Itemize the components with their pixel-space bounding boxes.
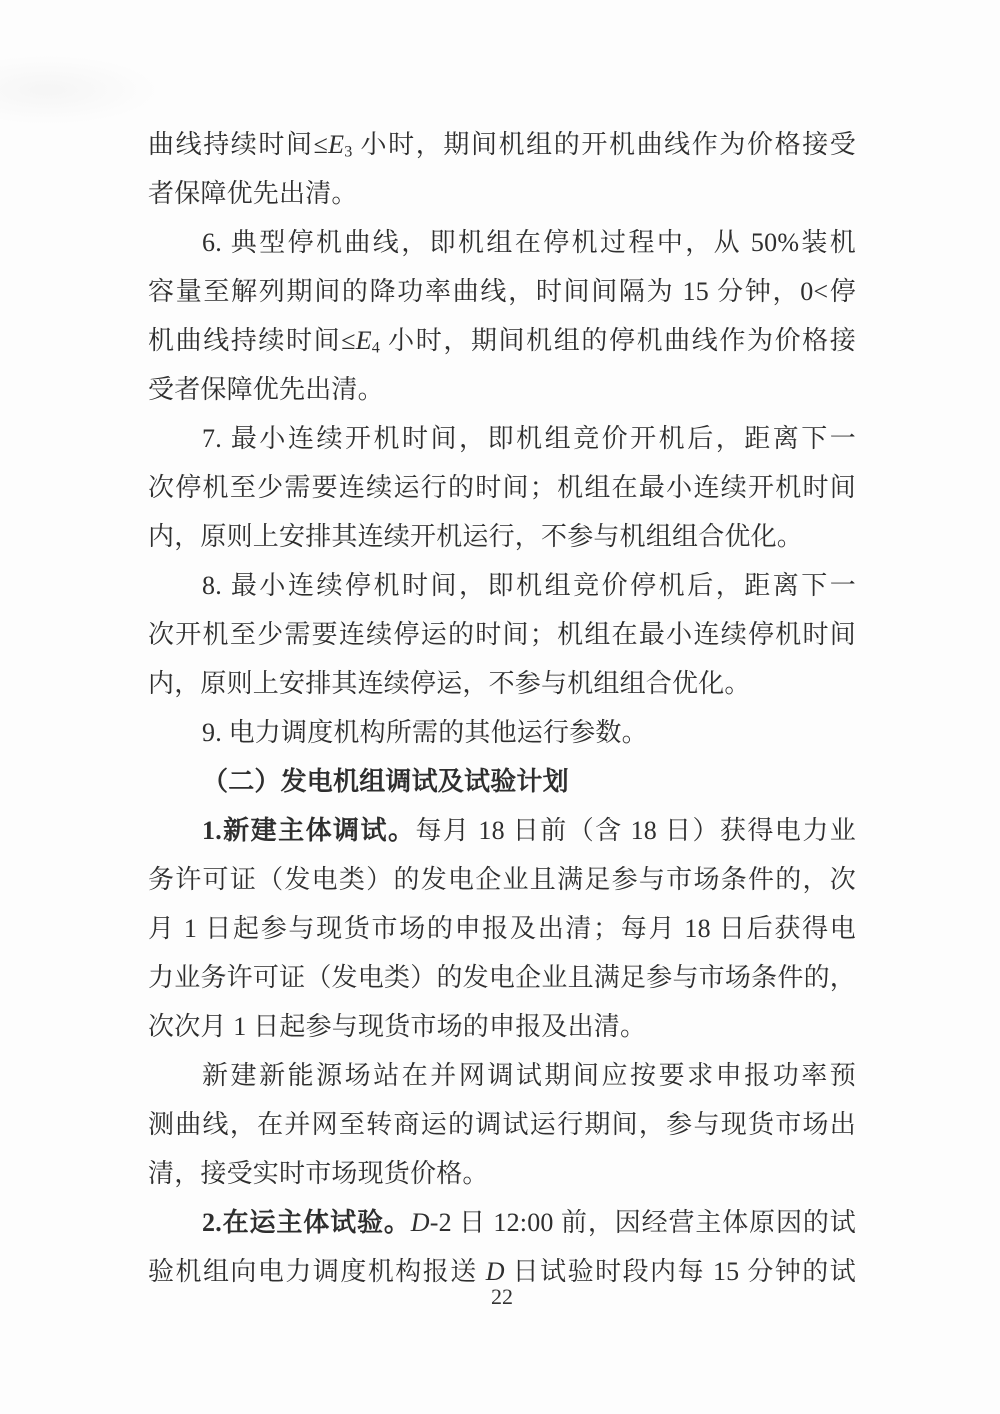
text-run: 3	[344, 143, 353, 161]
text-line	[148, 316, 856, 365]
text-run: 验机组向电力调度机构报送	[148, 1257, 486, 1286]
text-run: 7. 最小连续开机时间，即机组竞价开机后，距离下一	[202, 424, 856, 453]
text-line	[148, 414, 856, 463]
text-run: 务许可证（发电类）的发电企业且满足参与市场条件的，次	[148, 865, 856, 894]
text-run: 受者保障优先出清。	[148, 375, 384, 404]
text-line	[148, 708, 856, 757]
text-run: D	[410, 1208, 430, 1237]
scan-artifact	[0, 55, 160, 125]
text-line	[148, 610, 856, 659]
text-run: 8. 最小连续停机时间，即机组竞价停机后，距离下一	[202, 571, 856, 600]
text-run: 内，原则上安排其连续开机运行，不参与机组组合优化。	[148, 522, 804, 551]
text-line	[148, 169, 856, 218]
text-line	[148, 855, 856, 904]
text-line	[148, 1051, 856, 1100]
text-line	[148, 1100, 856, 1149]
text-run: 6. 典型停机曲线，即机组在停机过程中，从 50%装机	[202, 228, 856, 257]
text-run: 新建新能源场站在并网调试期间应按要求申报功率预	[202, 1061, 856, 1090]
text-run: 9. 电力调度机构所需的其他运行参数。	[202, 718, 648, 747]
text-line	[148, 806, 856, 855]
text-run: D	[485, 1257, 505, 1286]
text-line	[148, 512, 856, 561]
text-line	[148, 659, 856, 708]
text-run: 小时，期间机组的开机曲线作为价格接受	[352, 130, 856, 159]
text-line	[148, 1149, 856, 1198]
text-run: 1.新建主体调试。	[202, 816, 416, 845]
text-line	[148, 561, 856, 610]
text-line	[148, 218, 856, 267]
text-line	[148, 904, 856, 953]
text-line	[148, 365, 856, 414]
text-run: 次次月 1 日起参与现货市场的申报及出清。	[148, 1012, 647, 1041]
document-body	[148, 120, 856, 1296]
text-line	[148, 953, 856, 1002]
text-line	[148, 267, 856, 316]
text-run: 每月 18 日前（含 18 日）获得电力业	[415, 816, 856, 845]
text-run: 者保障优先出清。	[148, 179, 358, 208]
text-run: 内，原则上安排其连续停运，不参与机组组合优化。	[148, 669, 751, 698]
text-run: 测曲线，在并网至转商运的调试运行期间，参与现货市场出	[148, 1110, 856, 1139]
text-run: 2.在运主体试验。	[202, 1208, 411, 1237]
text-run: E	[355, 326, 372, 355]
text-run: 清，接受实时市场现货价格。	[148, 1159, 489, 1188]
text-run: E	[328, 130, 345, 159]
text-run: 力业务许可证（发电类）的发电企业且满足参与市场条件的，	[148, 963, 856, 992]
text-line	[148, 757, 856, 806]
text-run: 容量至解列期间的降功率曲线，时间间隔为 15 分钟，0<停	[148, 277, 856, 306]
text-run: -2 日 12:00 前，因经营主体原因的试	[429, 1208, 856, 1237]
text-line	[148, 1002, 856, 1051]
text-run: 次开机至少需要连续停运的时间；机组在最小连续停机时间	[148, 620, 856, 649]
text-run: 曲线持续时间≤	[148, 130, 329, 159]
text-run: 月 1 日起参与现货市场的申报及出清；每月 18 日后获得电	[148, 914, 856, 943]
text-run: 小时，期间机组的停机曲线作为价格接	[380, 326, 856, 355]
page-number: 22	[491, 1284, 513, 1309]
text-run: 日试验时段内每 15 分钟的试	[504, 1257, 856, 1286]
text-run: （二）发电机组调试及试验计划	[202, 767, 569, 796]
text-line	[148, 1198, 856, 1247]
text-run: 机曲线持续时间≤	[148, 326, 356, 355]
text-run: 4	[371, 339, 381, 357]
text-line	[148, 120, 856, 169]
text-line	[148, 463, 856, 512]
text-run: 次停机至少需要连续运行的时间；机组在最小连续开机时间	[148, 473, 856, 502]
text-lines	[148, 120, 856, 1296]
